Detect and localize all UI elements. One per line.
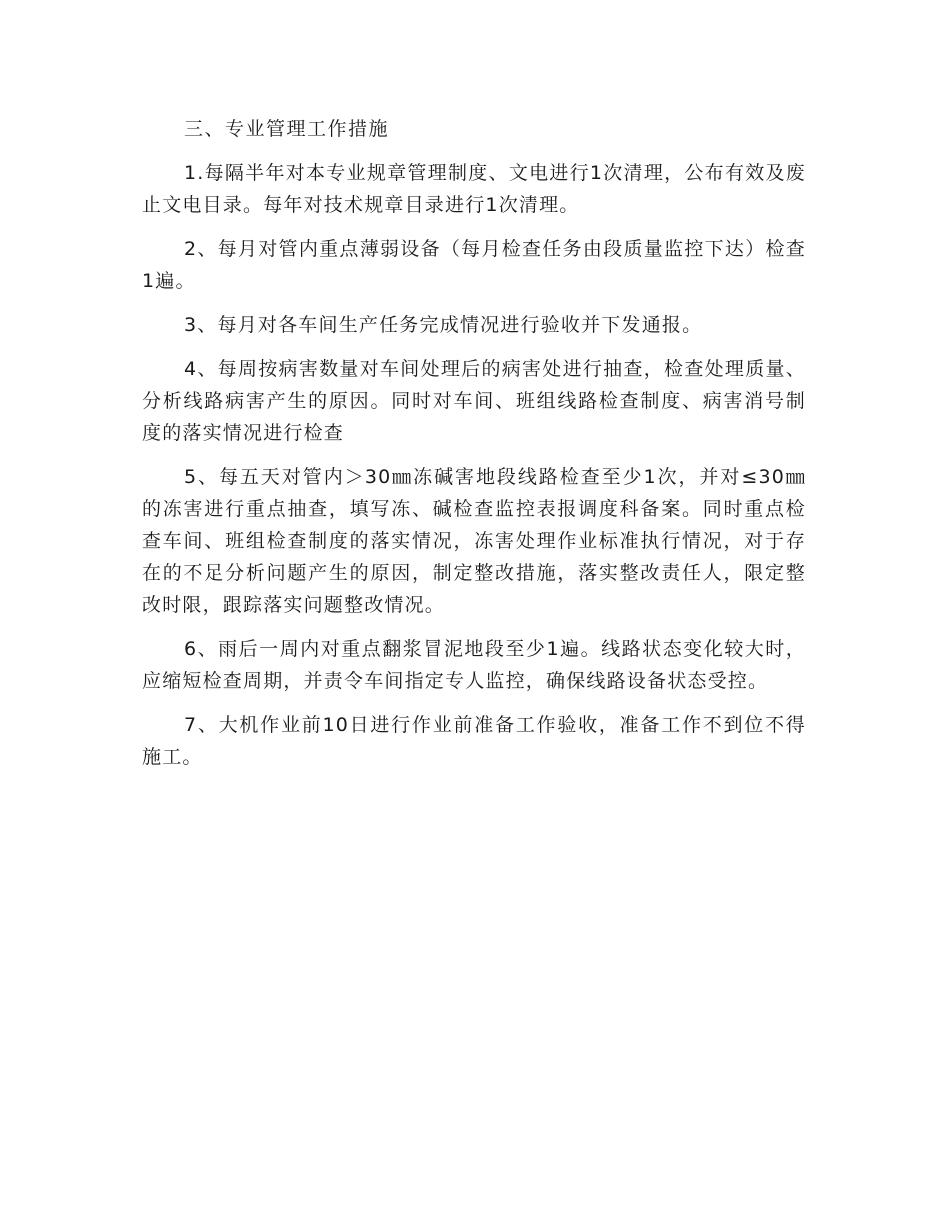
section-heading: 三、专业管理工作措施 (184, 118, 390, 140)
document-body (142, 113, 806, 773)
paragraph-2: 2、每月对管内重点薄弱设备（每月检查任务由段质量监控下达）检查1遍。 (142, 238, 806, 292)
paragraph-3: 3、每月对各车间生产任务完成情况进行验收并下发通报。 (184, 314, 703, 336)
paragraph-4: 4、每周按病害数量对车间处理后的病害处进行抽查，检查处理质量、分析线路病害产生的原因。同时对车间、班组线路检查制度、病害消号制度的落实情况进行检查 (142, 358, 806, 444)
paragraph-1: 1.每隔半年对本专业规章管理制度、文电进行1次清理，公布有效及废止文电目录。每年对技术规章目录进行1次清理。 (142, 162, 806, 216)
paragraph-7: 7、大机作业前10日进行作业前准备工作验收，准备工作不到位不得施工。 (142, 714, 806, 768)
paragraph-5: 5、每五天对管内＞30㎜冻碱害地段线路检查至少1次，并对≤30㎜的冻害进行重点抽查，填写冻、碱检查监控表报调度科备案。同时重点检查车间、班组检查制度的落实情况，冻害处理作业标准执行情况，对于存在的不足分析问题产生的原因，制定整改措施，落实整改责任人，限定整改时限，跟踪落实问题整改情况。 (142, 466, 806, 616)
paragraph-6: 6、雨后一周内对重点翻浆冒泥地段至少1遍。线路状态变化较大时，应缩短检查周期，并责令车间指定专人监控，确保线路设备状态受控。 (142, 638, 806, 692)
